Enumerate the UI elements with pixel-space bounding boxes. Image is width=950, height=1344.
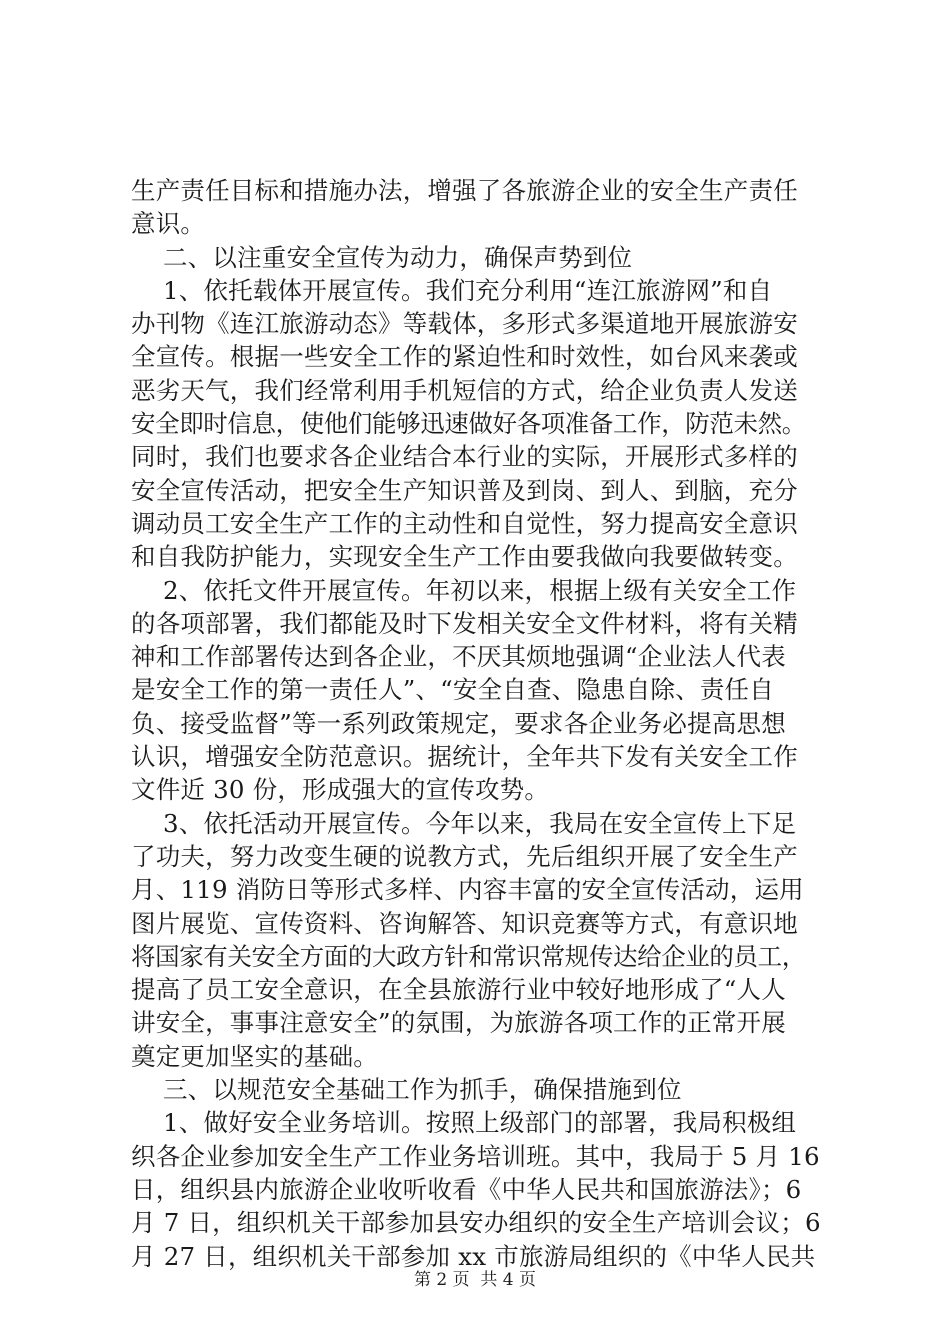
body-text bbox=[131, 174, 831, 1273]
text-line: 1、做好安全业务培训。按照上级部门的部署，我局积极组 bbox=[131, 1108, 797, 1138]
text-line: 安全宣传活动，把安全生产知识普及到岗、到人、到脑，充分 bbox=[131, 475, 798, 505]
text-line: 织各企业参加安全生产工作业务培训班。其中，我局于 5 月 16 bbox=[131, 1141, 820, 1171]
text-line: 文件近 30 份，形成强大的宣传攻势。 bbox=[131, 775, 550, 805]
text-line: 月、119 消防日等形式多样、内容丰富的安全宣传活动，运用 bbox=[131, 875, 804, 905]
text-line: 神和工作部署传达到各企业，不厌其烦地强调“企业法人代表 bbox=[131, 642, 786, 672]
text-line: 了功夫，努力改变生硬的说教方式，先后组织开展了安全生产 bbox=[131, 841, 798, 871]
text-line: 认识，增强安全防范意识。据统计，全年共下发有关安全工作 bbox=[131, 742, 798, 772]
text-line: 生产责任目标和措施办法，增强了各旅游企业的安全生产责任 bbox=[131, 176, 798, 205]
text-line: 负、接受监督”等一系列政策规定，要求各企业务必提高思想 bbox=[131, 708, 786, 738]
text-line: 月 27 日，组织机关干部参加 xx 市旅游局组织的《中华人民共 bbox=[131, 1241, 816, 1271]
text-line: 的各项部署，我们都能及时下发相关安全文件材料，将有关精 bbox=[131, 608, 798, 638]
text-line: 提高了员工安全意识，在全县旅游行业中较好地形成了“人人 bbox=[131, 975, 786, 1005]
text-line: 奠定更加坚实的基础。 bbox=[131, 1041, 378, 1071]
text-line: 3、依托活动开展宣传。今年以来，我局在安全宣传上下足 bbox=[131, 808, 797, 838]
text-line: 办刊物《连江旅游动态》等载体，多形式多渠道地开展旅游安 bbox=[131, 309, 798, 339]
text-line: 全宣传。根据一些安全工作的紧迫性和时效性，如台风来袭或 bbox=[131, 342, 798, 372]
text-line: 月 7 日，组织机关干部参加县安办组织的安全生产培训会议；6 bbox=[131, 1208, 821, 1238]
text-line: 调动员工安全生产工作的主动性和自觉性，努力提高安全意识 bbox=[131, 508, 798, 538]
text-line: 安全即时信息，使他们能够迅速做好各项准备工作，防范未然。 bbox=[131, 409, 806, 439]
text-line: 2、依托文件开展宣传。年初以来，根据上级有关安全工作 bbox=[131, 575, 797, 605]
text-line: 和自我防护能力，实现安全生产工作由要我做向我要做转变。 bbox=[131, 542, 798, 572]
text-line: 是安全工作的第一责任人”、“安全自查、隐患自除、责任自 bbox=[131, 675, 774, 705]
text-line: 讲安全，事事注意安全”的氛围，为旅游各项工作的正常开展 bbox=[131, 1008, 786, 1038]
page-footer: 第 2 页 共 4 页 bbox=[413, 1270, 537, 1290]
text-line: 意识。 bbox=[131, 209, 206, 239]
section-heading: 三、以规范安全基础工作为抓手，确保措施到位 bbox=[131, 1075, 682, 1105]
text-line: 将国家有关安全方面的大政方针和常识常规传达给企业的员工， bbox=[131, 941, 806, 971]
text-line: 1、依托载体开展宣传。我们充分利用“连江旅游网”和自 bbox=[131, 275, 773, 305]
text-line: 恶劣天气，我们经常利用手机短信的方式，给企业负责人发送 bbox=[131, 375, 798, 405]
text-line: 同时，我们也要求各企业结合本行业的实际，开展形式多样的 bbox=[131, 442, 798, 472]
section-heading: 二、以注重安全宣传为动力，确保声势到位 bbox=[131, 242, 633, 272]
text-line: 日，组织县内旅游企业收听收看《中华人民共和国旅游法》；6 bbox=[131, 1174, 802, 1204]
text-line: 图片展览、宣传资料、咨询解答、知识竞赛等方式，有意识地 bbox=[131, 908, 798, 938]
